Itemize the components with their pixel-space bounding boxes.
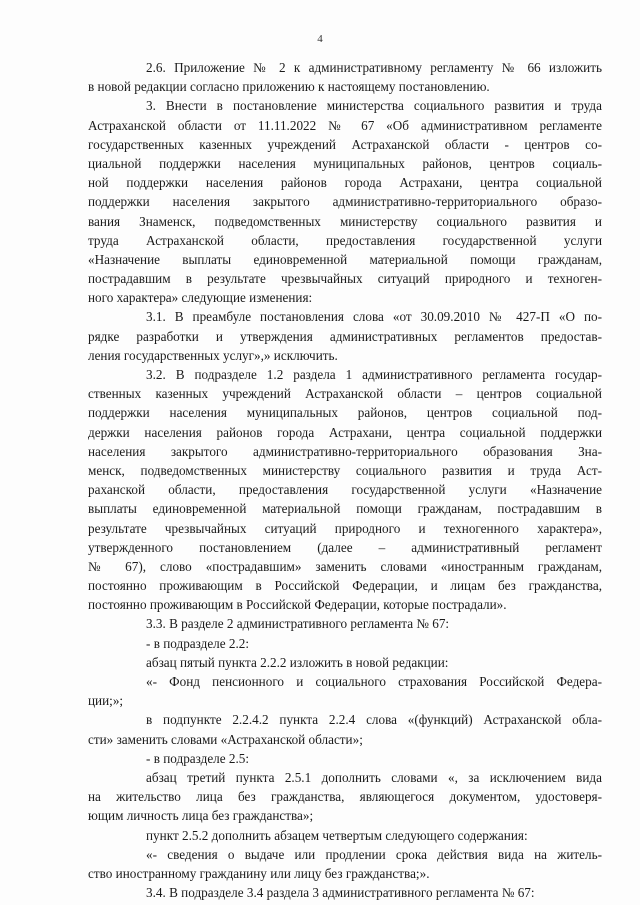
text-line: труда Астраханской области, предоставления государственной услуги xyxy=(88,232,602,248)
document-body xyxy=(88,58,602,902)
text-line: в подпункте 2.2.4.2 пункта 2.2.4 слова «(функций) Астраханской обла- xyxy=(146,712,602,728)
text-line: 3.2. В подразделе 1.2 раздела 1 административного регламента государ- xyxy=(146,367,602,382)
text-line: пункт 2.5.2 дополнить абзацем четвертым следующего содержания: xyxy=(146,827,528,843)
text-line: «- сведения о выдаче или продлении срока действия вида на житель- xyxy=(146,846,602,862)
text-line: ления государственных услуг»,» исключить. xyxy=(88,347,338,363)
text-line: держки населения районов города Астрахани, центра социальной поддержки xyxy=(88,424,602,440)
text-line: поддержки населения закрытого административно-территориального образо- xyxy=(88,194,602,210)
text-line: абзац третий пункта 2.5.1 дополнить словами «, за исключением вида xyxy=(146,769,602,785)
text-line: поддержки населения муниципальных районов, центров социальной под- xyxy=(88,405,602,421)
text-line: ственных казенных учреждений Астраханской области – центров социальной xyxy=(88,386,602,402)
text-line: № 67), слово «пострадавшим» заменить словами «иностранным гражданам, xyxy=(88,558,602,574)
text-line: постоянно проживающим в Российской Федерации, и лицам без гражданства, xyxy=(88,578,602,594)
text-line: утвержденного постановлением (далее – административный регламент xyxy=(88,539,602,555)
text-line: Астраханской области от 11.11.2022 № 67 «Об административном регламенте xyxy=(88,117,602,133)
text-line: - в подразделе 2.2: xyxy=(146,635,250,651)
text-line: ного характера» следующие изменения: xyxy=(88,290,313,306)
text-line: ство иностранному гражданину или лицу без гражданства;». xyxy=(88,865,430,881)
text-line: на жительство лица без гражданства, являющегося документом, удостоверя- xyxy=(88,789,602,805)
text-line: населения закрытого административно-территориального образования Зна- xyxy=(88,443,602,459)
text-line: раханской области, предоставления государственной услуги «Назначение xyxy=(88,482,602,498)
text-line: результате чрезвычайных ситуаций природного и техногенного характера», xyxy=(88,520,602,536)
text-line: выплаты единовременной материальной помощи гражданам, пострадавшим в xyxy=(88,501,602,517)
text-line: 3.3. В разделе 2 административного регламента № 67: xyxy=(146,616,450,632)
text-line: 3. Внести в постановление министерства социального развития и труда xyxy=(146,98,602,114)
text-line: пострадавшим в результате чрезвычайных ситуаций природного и техноген- xyxy=(88,271,602,287)
text-line: ции;»; xyxy=(88,693,124,709)
text-line: - в подразделе 2.5: xyxy=(146,750,250,766)
text-line: 2.6. Приложение № 2 к административному регламенту № 66 изложить xyxy=(146,60,602,75)
text-line: 3.4. В подразделе 3.4 раздела 3 административного регламента № 67: xyxy=(146,885,535,901)
text-line: вания Знаменск, подведомственных министерству социального развития и xyxy=(88,213,602,229)
text-line: постоянно проживающим в Российской Федерации, которые пострадали». xyxy=(88,597,507,613)
text-line: 3.1. В преамбуле постановления слова «от 30.09.2010 № 427-П «О по- xyxy=(146,309,602,325)
text-line: «Назначение выплаты единовременной материальной помощи гражданам, xyxy=(88,251,602,267)
text-line: в новой редакции согласно приложению к настоящему постановлению. xyxy=(88,79,490,95)
text-line: абзац пятый пункта 2.2.2 изложить в новой редакции: xyxy=(146,654,449,670)
text-line: менск, подведомственных министерству социального развития и труда Аст- xyxy=(88,462,602,478)
text-line: «- Фонд пенсионного и социального страхования Российской Федера- xyxy=(146,674,602,689)
text-line: рядке разработки и утверждения административных регламентов предостав- xyxy=(88,328,602,344)
text-line: ной поддержки населения районов города Астрахани, центра социальной xyxy=(88,175,602,191)
text-line: циальной поддержки населения муниципальных районов, центров социаль- xyxy=(88,155,602,171)
text-line: ющим личность лица без гражданства»; xyxy=(88,808,314,824)
text-line: сти» заменить словами «Астраханской области»; xyxy=(88,731,363,747)
text-line: государственных казенных учреждений Астраханской области - центров со- xyxy=(88,136,602,152)
page-number: 4 xyxy=(317,33,323,45)
